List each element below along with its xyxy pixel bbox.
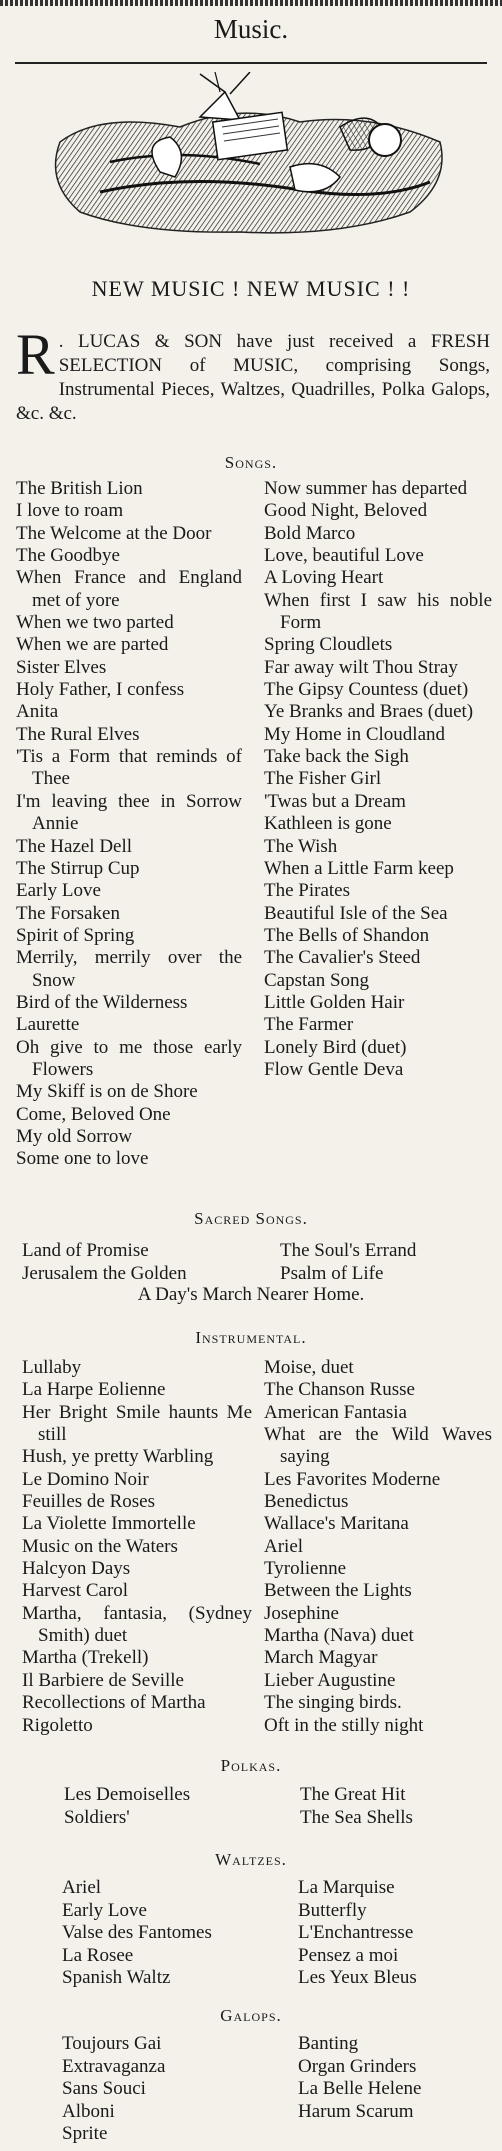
music-instruments-illustration	[40, 72, 460, 242]
list-item: Toujours Gai	[62, 2033, 162, 2054]
list-item: I'm leaving thee in Sorrow Annie	[16, 790, 242, 835]
list-item: La Violette Immortelle	[22, 1513, 196, 1535]
list-item: Sprite	[62, 2123, 108, 2145]
list-item: The Soul's Errand	[280, 1240, 417, 1261]
list-item: Flow Gentle Deva	[264, 1058, 404, 1080]
list-item: Kathleen is gone	[264, 813, 392, 835]
list-item: Organ Grinders	[298, 2055, 417, 2077]
section-heading-waltzes: Waltzes.	[215, 1850, 287, 1869]
page-heading: Music.	[213, 14, 289, 44]
list-item: A Loving Heart	[264, 567, 384, 589]
section-heading-songs: Songs.	[224, 453, 278, 472]
list-item: Merrily, merrily over the Snow	[16, 947, 242, 991]
galops-left-column	[62, 2033, 282, 2146]
list-item: La Marquise	[298, 1877, 395, 1898]
list-item: Her Bright Smile haunts Me still	[22, 1401, 252, 1446]
list-item: Extravaganza	[62, 2055, 166, 2077]
list-item: The Gipsy Countess (duet)	[264, 679, 469, 701]
list-item: Early Love	[16, 880, 101, 902]
list-item: The singing birds.	[264, 1692, 402, 1714]
list-item: Lullaby	[22, 1357, 82, 1378]
list-item: The Chanson Russe	[264, 1379, 415, 1401]
new-music-banner: NEW MUSIC ! NEW MUSIC ! !	[91, 276, 411, 301]
list-item: The Great Hit	[300, 1784, 406, 1805]
list-item: Bird of the Wilderness	[16, 991, 188, 1013]
list-item: Lieber Augustine	[264, 1669, 396, 1691]
list-item: The Bells of Shandon	[264, 924, 430, 946]
list-item: The Wish	[264, 835, 338, 857]
list-item: When France and England met of yore	[16, 567, 242, 611]
list-item: Good Night, Beloved	[264, 500, 428, 522]
list-item: The Stirrup Cup	[16, 857, 140, 879]
list-item: Between the Lights	[264, 1580, 412, 1602]
songs-right-column	[264, 478, 492, 1081]
list-item: Il Barbiere de Seville	[22, 1669, 184, 1691]
list-item: Wallace's Maritana	[264, 1513, 409, 1535]
list-item: Ye Branks and Braes (duet)	[264, 701, 474, 723]
list-item: Pensez a moi	[298, 1944, 399, 1966]
drop-cap: R	[16, 322, 55, 387]
waltzes-left-column	[62, 1877, 282, 1990]
list-item: Spirit of Spring	[16, 924, 135, 946]
list-item: Land of Promise	[22, 1240, 149, 1261]
list-item: When first I saw his noble Form	[264, 589, 492, 634]
list-item: Alboni	[62, 2100, 115, 2122]
list-item: When we two parted	[16, 612, 174, 634]
list-item: Anita	[16, 701, 59, 723]
list-item: The Fisher Girl	[264, 768, 382, 790]
list-item: The British Lion	[16, 478, 143, 499]
list-item: Come, Beloved One	[16, 1103, 171, 1125]
list-item: Harvest Carol	[22, 1580, 129, 1602]
list-item: Sister Elves	[16, 656, 107, 678]
list-item: The Pirates	[264, 880, 351, 902]
intro-paragraph	[16, 322, 490, 426]
list-item: Feuilles de Roses	[22, 1491, 155, 1513]
list-item: Valse des Fantomes	[62, 1922, 212, 1944]
list-item: Martha, fantasia, (Sydney Smith) duet	[22, 1602, 252, 1647]
list-item: Holy Father, I confess	[16, 679, 185, 701]
list-item: Le Domino Noir	[22, 1468, 149, 1490]
list-item: The Forsaken	[16, 902, 120, 924]
list-item: March Magyar	[264, 1647, 378, 1669]
section-heading-galops: Galops.	[220, 2006, 282, 2025]
list-item: Oft in the stilly night	[264, 1714, 424, 1736]
waltzes-right-column	[298, 1877, 494, 1990]
sacred-centered-item: A Day's March Nearer Home.	[137, 1284, 365, 1305]
polkas-left-column	[64, 1784, 264, 1829]
list-item: Harum Scarum	[298, 2100, 414, 2122]
list-item: Bold Marco	[264, 522, 356, 544]
list-item: Les Demoiselles	[64, 1784, 191, 1805]
list-item: Spanish Waltz	[62, 1967, 171, 1989]
list-item: Capstan Song	[264, 969, 370, 991]
list-item: La Harpe Eolienne	[22, 1379, 166, 1401]
list-item: Recollections of Martha	[22, 1692, 206, 1714]
list-item: The Farmer	[264, 1014, 354, 1036]
list-item: Hush, ye pretty Warbling	[22, 1446, 214, 1468]
galops-right-column	[298, 2033, 494, 2123]
list-item: Take back the Sigh	[264, 746, 409, 768]
list-item: Les Yeux Bleus	[298, 1967, 417, 1989]
sacred-left-column	[22, 1240, 252, 1285]
list-item: Tyrolienne	[264, 1558, 347, 1580]
list-item: Early Love	[62, 1899, 147, 1921]
list-item: 'Twas but a Dream	[264, 790, 406, 812]
list-item: Benedictus	[264, 1491, 349, 1513]
list-item: Halcyon Days	[22, 1558, 131, 1580]
list-item: Spring Cloudlets	[264, 634, 393, 656]
list-item: The Rural Elves	[16, 723, 140, 745]
list-item: The Sea Shells	[300, 1806, 413, 1828]
list-item: When a Little Farm keep	[264, 857, 454, 879]
list-item: Lonely Bird (duet)	[264, 1036, 407, 1058]
list-item: Martha (Trekell)	[22, 1647, 149, 1669]
list-item: My Skiff is on de Shore	[16, 1081, 198, 1103]
sacred-right-column	[280, 1240, 490, 1285]
list-item: Psalm of Life	[280, 1262, 384, 1284]
list-item: American Fantasia	[264, 1401, 407, 1423]
list-item: My old Sorrow	[16, 1125, 133, 1147]
list-item: Little Golden Hair	[264, 991, 405, 1013]
list-item: When we are parted	[16, 634, 169, 656]
list-item: Josephine	[264, 1602, 339, 1624]
list-item: Sans Souci	[62, 2078, 146, 2100]
section-heading-sacred-songs: Sacred Songs.	[194, 1209, 308, 1228]
intro-text: . LUCAS & SON have just received a FRESH SELECTION of MUSIC, comprising Songs, Instrumental Pieces, Waltzes, Quadrilles, Polka Galops, &c. &c.	[16, 331, 490, 424]
instrumental-right-column	[264, 1357, 492, 1737]
list-item: The Welcome at the Door	[16, 522, 212, 544]
list-item: Music on the Waters	[22, 1535, 178, 1557]
top-border-rule	[0, 0, 502, 6]
list-item: Now summer has departed	[264, 478, 468, 499]
list-item: Ariel	[62, 1877, 102, 1898]
list-item: La Rosee	[62, 1944, 134, 1966]
list-item: Oh give to me those early Flowers	[16, 1036, 242, 1080]
list-item: L'Enchantresse	[298, 1922, 414, 1944]
list-item: Butterfly	[298, 1899, 367, 1921]
list-item: The Hazel Dell	[16, 835, 133, 857]
heading-rule	[15, 62, 487, 64]
list-item: Martha (Nava) duet	[264, 1625, 414, 1647]
list-item: What are the Wild Waves saying	[264, 1424, 492, 1468]
polkas-right-column	[300, 1784, 495, 1829]
section-heading-instrumental: Instrumental.	[195, 1328, 307, 1347]
list-item: Moise, duet	[264, 1357, 354, 1378]
section-heading-polkas: Polkas.	[220, 1756, 282, 1775]
list-item: Soldiers'	[64, 1806, 130, 1828]
instrumental-left-column	[22, 1357, 252, 1737]
list-item: Rigoletto	[22, 1714, 93, 1736]
list-item: Ariel	[264, 1535, 304, 1557]
list-item: I love to roam	[16, 500, 124, 522]
list-item: Banting	[298, 2033, 359, 2054]
list-item: La Belle Helene	[298, 2078, 422, 2100]
list-item: The Goodbye	[16, 545, 120, 567]
list-item: 'Tis a Form that reminds of Thee	[16, 746, 242, 790]
list-item: Far away wilt Thou Stray	[264, 656, 458, 678]
songs-left-column	[16, 478, 242, 1171]
list-item: Love, beautiful Love	[264, 545, 424, 567]
list-item: Laurette	[16, 1014, 80, 1036]
list-item: The Cavalier's Steed	[264, 947, 421, 969]
list-item: Some one to love	[16, 1148, 149, 1170]
list-item: My Home in Cloudland	[264, 723, 446, 745]
list-item: Beautiful Isle of the Sea	[264, 902, 448, 924]
list-item: Jerusalem the Golden	[22, 1262, 187, 1284]
list-item: Les Favorites Moderne	[264, 1468, 441, 1490]
